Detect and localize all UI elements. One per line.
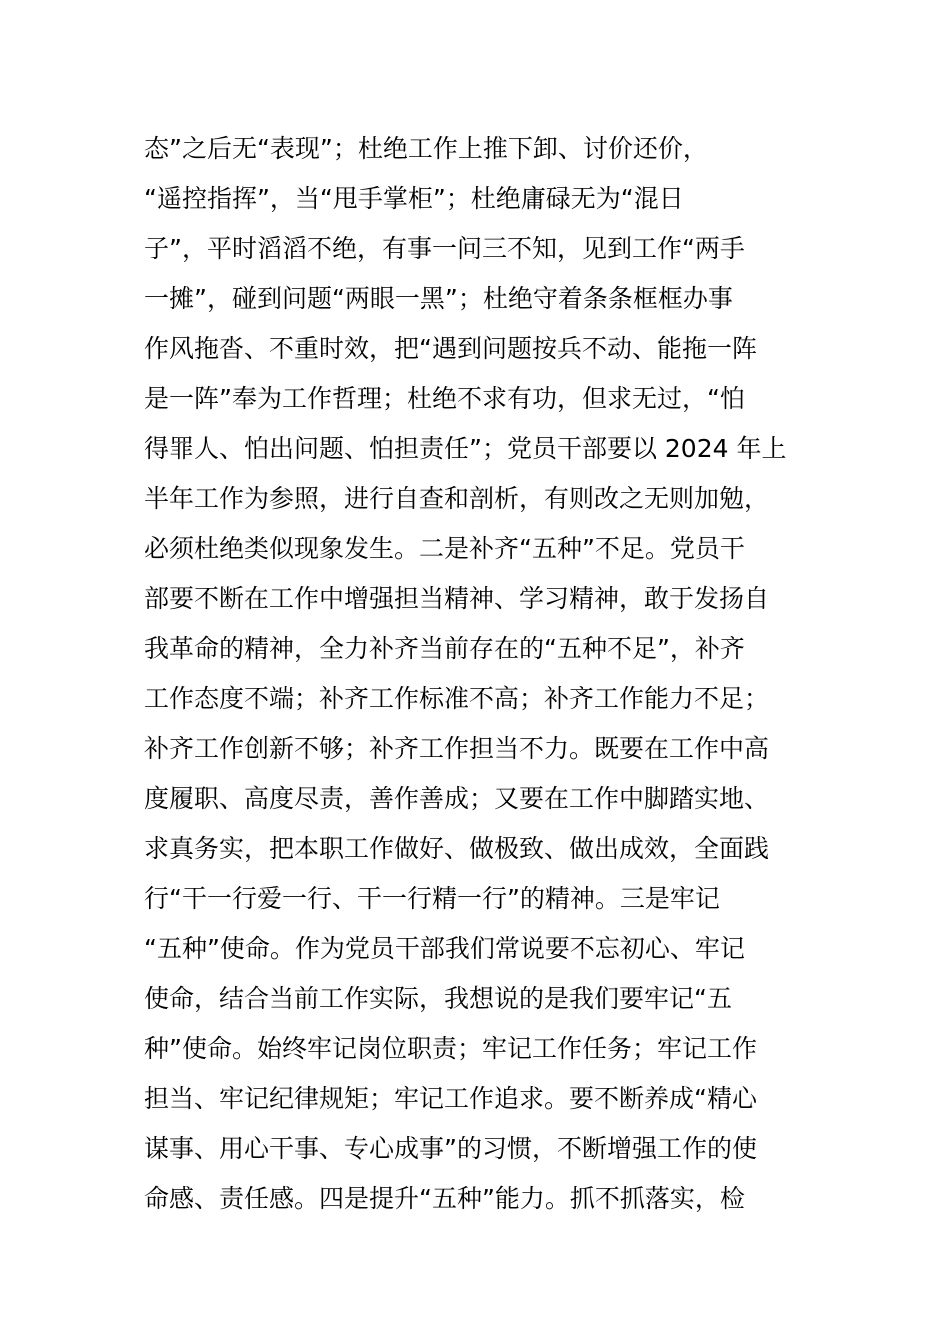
text-line: 命感、责任感。四是提升“五种”能力。抓不抓落实，检 [144, 1184, 745, 1213]
body-text [144, 124, 814, 1224]
text-line: 谋事、用心干事、专心成事”的习惯，不断增强工作的使 [144, 1134, 757, 1163]
text-line: “五种”使命。作为党员干部我们常说要不忘初心、牢记 [144, 934, 745, 963]
text-line: 得罪人、怕出问题、怕担责任”；党员干部要以 2024 年上 [144, 434, 787, 463]
text-line: 态”之后无“表现”；杜绝工作上推下卸、讨价还价， [144, 134, 708, 163]
text-line: 子”，平时滔滔不绝，有事一问三不知，见到工作“两手 [144, 234, 745, 263]
text-line: 工作态度不端；补齐工作标准不高；补齐工作能力不足； [144, 684, 770, 713]
text-line: “遥控指挥”，当“甩手掌柜”；杜绝庸碌无为“混日 [144, 184, 684, 213]
text-line: 必须杜绝类似现象发生。二是补齐“五种”不足。党员干 [144, 534, 745, 563]
text-line: 担当、牢记纪律规矩；牢记工作追求。要不断养成“精心 [144, 1084, 757, 1113]
text-line: 一摊”，碰到问题“两眼一黑”；杜绝守着条条框框办事 [144, 284, 733, 313]
text-line: 是一阵”奉为工作哲理；杜绝不求有功，但求无过，“怕 [144, 384, 745, 413]
text-line: 求真务实，把本职工作做好、做极致、做出成效，全面践 [144, 834, 770, 863]
text-line: 度履职、高度尽责，善作善成；又要在工作中脚踏实地、 [144, 784, 770, 813]
text-line: 作风拖沓、不重时效，把“遇到问题按兵不动、能拖一阵 [144, 334, 757, 363]
text-line: 半年工作为参照，进行自查和剖析，有则改之无则加勉， [144, 484, 770, 513]
text-line: 部要不断在工作中增强担当精神、学习精神，敢于发扬自 [144, 584, 770, 613]
text-line: 种”使命。始终牢记岗位职责；牢记工作任务；牢记工作 [144, 1034, 757, 1063]
text-line: 我革命的精神，全力补齐当前存在的“五种不足”，补齐 [144, 634, 745, 663]
text-line: 补齐工作创新不够；补齐工作担当不力。既要在工作中高 [144, 734, 770, 763]
text-line: 行“干一行爱一行、干一行精一行”的精神。三是牢记 [144, 884, 720, 913]
text-line: 使命，结合当前工作实际，我想说的是我们要牢记“五 [144, 984, 732, 1013]
